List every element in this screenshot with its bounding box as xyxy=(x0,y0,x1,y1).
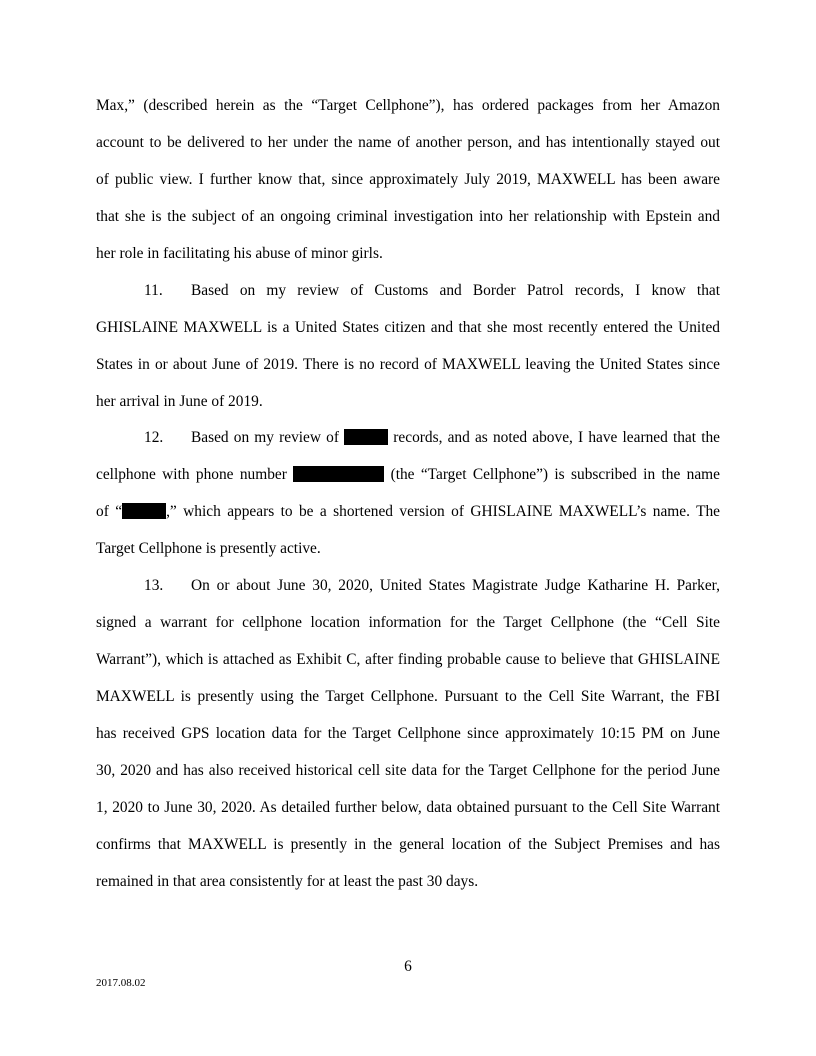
body-line: MAXWELL is presently using the Target Cellphone. Pursuant to the Cell Site Warrant, the FBI xyxy=(96,688,720,705)
body-text: of “ xyxy=(96,503,123,520)
body-text: cellphone with phone number xyxy=(96,466,294,483)
paragraph-number: 11. xyxy=(144,282,163,299)
paragraph-number: 13. xyxy=(144,577,164,594)
body-text: records, and as noted above, I have learned that the xyxy=(388,429,720,446)
body-line: 1, 2020 to June 30, 2020. As detailed further below, data obtained pursuant to the Cell Site Warrant xyxy=(96,799,720,816)
paragraph-12-line-2 xyxy=(96,465,720,485)
paragraph-13-first-line xyxy=(144,576,720,596)
body-text: On or about June 30, 2020, United States Magistrate Judge Katharine H. Parker, xyxy=(191,577,720,594)
body-line: her arrival in June of 2019. xyxy=(96,393,263,410)
footer-code: 2017.08.02 xyxy=(96,977,146,989)
body-line: signed a warrant for cellphone location information for the Target Cellphone (the “Cell Site xyxy=(96,614,720,631)
body-line: of public view. I further know that, since approximately July 2019, MAXWELL has been aware xyxy=(96,171,720,188)
paragraph-12-first-line xyxy=(144,428,720,448)
body-line: account to be delivered to her under the name of another person, and has intentionally stayed out xyxy=(96,134,720,151)
redaction-box xyxy=(122,503,166,519)
body-line: GHISLAINE MAXWELL is a United States citizen and that she most recently entered the United xyxy=(96,319,720,336)
body-line: Target Cellphone is presently active. xyxy=(96,540,321,557)
body-text: Based on my review of Customs and Border Patrol records, I know that xyxy=(191,282,720,299)
redaction-box xyxy=(344,429,388,445)
body-line: States in or about June of 2019. There is no record of MAXWELL leaving the United States since xyxy=(96,356,720,373)
body-line: confirms that MAXWELL is presently in the general location of the Subject Premises and has xyxy=(96,836,720,853)
body-line: 30, 2020 and has also received historical cell site data for the Target Cellphone for the period June xyxy=(96,762,720,779)
redaction-box xyxy=(293,466,384,482)
body-line: that she is the subject of an ongoing criminal investigation into her relationship with Epstein and xyxy=(96,208,720,225)
paragraph-12-line-3 xyxy=(96,502,720,522)
body-line: Warrant”), which is attached as Exhibit C, after finding probable cause to believe that GHISLAINE xyxy=(96,651,720,668)
paragraph-11-first-line xyxy=(144,281,720,301)
body-text: ,” which appears to be a shortened version of GHISLAINE MAXWELL’s name. The xyxy=(166,503,721,520)
body-line: Max,” (described herein as the “Target Cellphone”), has ordered packages from her Amazon xyxy=(96,97,720,114)
body-line: has received GPS location data for the Target Cellphone since approximately 10:15 PM on June xyxy=(96,725,720,742)
body-text: Based on my review of xyxy=(191,429,345,446)
body-text: (the “Target Cellphone”) is subscribed in the name xyxy=(384,466,720,483)
body-line: her role in facilitating his abuse of minor girls. xyxy=(96,245,383,262)
paragraph-number: 12. xyxy=(144,429,164,446)
page-number: 6 xyxy=(404,958,412,975)
body-line: remained in that area consistently for at least the past 30 days. xyxy=(96,873,479,890)
